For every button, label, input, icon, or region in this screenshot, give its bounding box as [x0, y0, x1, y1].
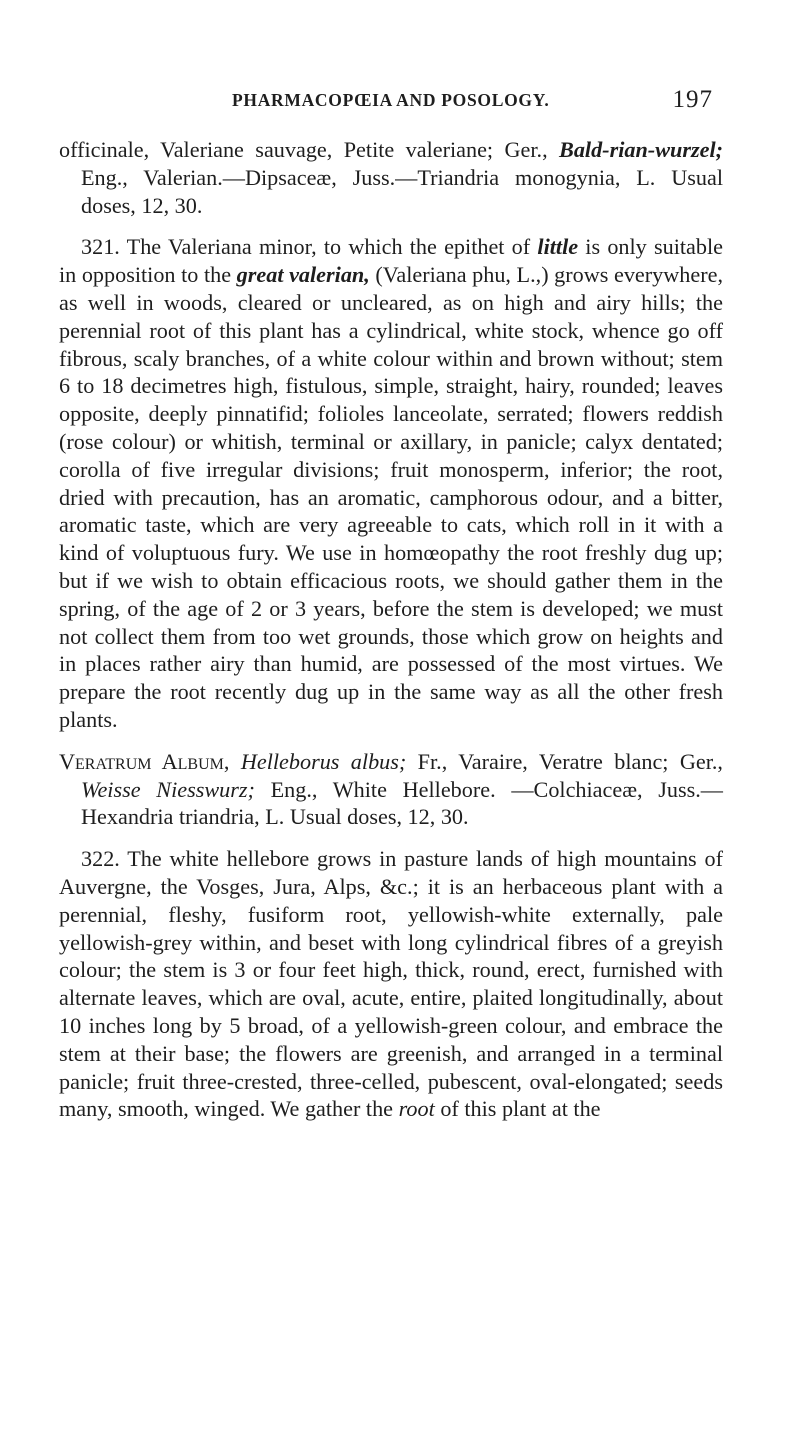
text-run: officinale, Valeriane sauvage, Petite valeriane; Ger., [59, 137, 560, 162]
text-run: Eng., White Hellebore. —Colchiaceæ, Juss.—Hexandria triandria, L. Usual doses, 12, 30. [81, 776, 723, 830]
text-run: is only suitable in opposition to the [59, 234, 724, 288]
paragraph-322 [59, 845, 723, 1123]
running-head [0, 86, 801, 120]
body-text [59, 136, 723, 1123]
text-run: 321. The Valeriana minor, to which the epithet of [81, 234, 538, 260]
italic-term: Bald-rian-wurzel; [559, 137, 723, 162]
text-run: Eng., Valerian.—Dipsaceæ, Juss.—Triandria monogynia, L. Usual doses, 12, 30. [81, 164, 723, 218]
paragraph-valerian-synonyms [59, 136, 723, 219]
text-run: 322. The white hellebore grows in pasture lands of high mountains of Auvergne, the Vosges, Jura, Alps, &c.; it is an herbaceous plant with a perennial, fleshy, fusiform root, yellowish-white externally, pale yellowish-grey within, and beset with long cylindrical fibres of a greyish colour; the stem is 3 or four feet high, thick, round, erect, furnished with alternate leaves, which are oval, acute, entire, plaited longitudinally, about 10 inches long by 5 broad, of a yellowish-green colour, and embrace the stem at their base; the flowers are greenish, and arranged in a terminal panicle; fruit three-crested, three-celled, pubescent, oval-elongated; seeds many, smooth, winged. We gather the [59, 846, 723, 1122]
italic-term: Weisse Niesswurz; [81, 776, 255, 802]
page-number: 197 [672, 86, 713, 113]
italic-term: Helleborus albus; [240, 748, 407, 774]
running-title: PHARMACOPŒIA AND POSOLOGY. [232, 90, 550, 110]
italic-term: root [398, 1096, 435, 1122]
small-caps-heading: Veratrum Album, [59, 748, 230, 774]
italic-term: little [537, 234, 579, 260]
italic-term: great valerian, [236, 262, 370, 288]
paragraph-321 [59, 233, 723, 733]
text-run: (Valeriana phu, L.,) grows everywhere, as well in woods, cleared or uncleared, as on high and airy hills; the perennial root of this plant has a cylindrical, white stock, whence go off fibrous, scaly branches, of a white colour within and brown without; stem 6 to 18 decimetres high, fistulous, simple, straight, hairy, rounded; leaves opposite, deeply pinnatifid; folioles lanceolate, serrated; flowers reddish (rose colour) or whitish, terminal or axillary, in panicle; calyx dentated; corolla of five irregular divisions; fruit monosperm, inferior; the root, dried with precaution, has an aromatic, camphorous odour, and a bitter, aromatic taste, which are very agreeable to cats, which roll in it with a kind of voluptuous fury. We use in homœopathy the root freshly dug up; but if we wish to obtain efficacious roots, we should gather them in the spring, of the age of 2 or 3 years, before the stem is developed; we must not collect them from too wet grounds, those which grow on heights and in places rather airy than humid, are possessed of the most virtues. We prepare the root recently dug up in the same way as all the other fresh plants. [59, 262, 723, 732]
paragraph-veratrum-heading [59, 748, 723, 831]
text-run [229, 749, 240, 774]
text-run: Fr., Varaire, Veratre blanc; Ger., [406, 748, 723, 774]
text-run: of this plant at the [434, 1096, 601, 1122]
